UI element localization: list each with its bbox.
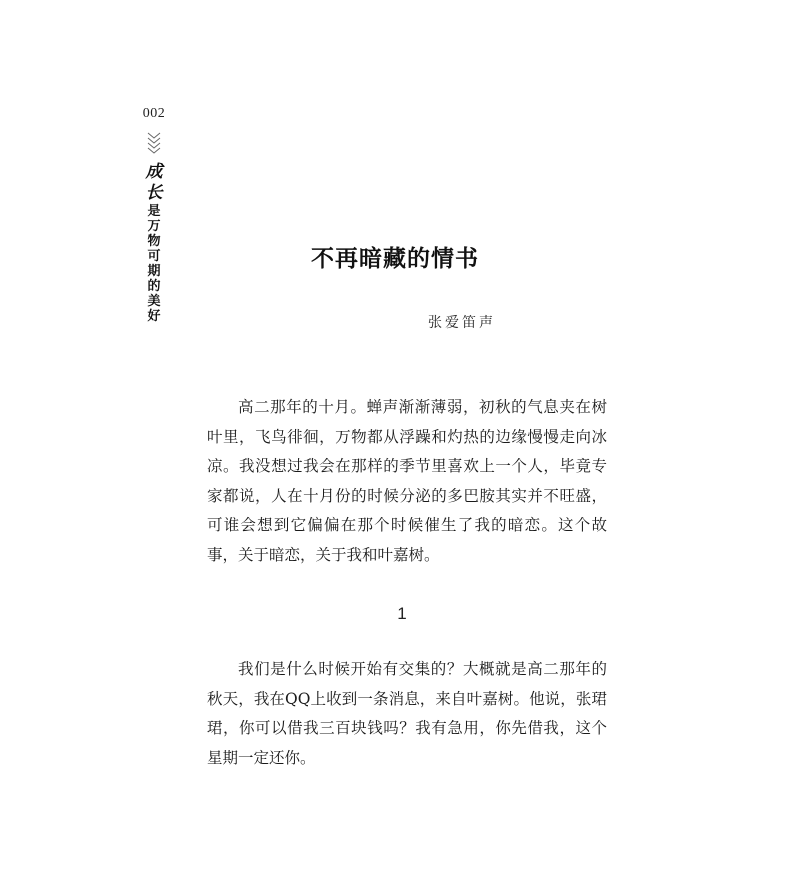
chevron-down-icon	[147, 132, 161, 154]
running-title-char: 物	[147, 234, 161, 249]
running-title-char: 长	[145, 183, 163, 203]
running-title-char: 的	[147, 279, 161, 294]
running-title-char: 期	[147, 264, 161, 279]
running-title-char: 成	[145, 162, 163, 182]
page-margin-header	[141, 106, 167, 324]
running-title-char: 可	[147, 249, 161, 264]
page-number: 002	[142, 106, 166, 121]
running-title-char: 好	[147, 309, 161, 324]
running-title-char: 美	[147, 294, 161, 309]
body-paragraph: 高二那年的十月。蝉声渐渐薄弱，初秋的气息夹在树叶里，飞鸟徘徊，万物都从浮躁和灼热的边缘慢慢走向冰凉。我没想过我会在那样的季节里喜欢上一个人，毕竟专家都说，人在十月份的时候分泌的多巴胺其实并不旺盛，可谁会想到它偏偏在那个时候催生了我的暗恋。这个故事，关于暗恋，关于我和叶嘉树。	[207, 398, 607, 564]
section-number: 1	[397, 604, 407, 623]
author-name: 张爱笛声	[428, 315, 496, 331]
running-title-char: 是	[147, 204, 161, 219]
article-title: 不再暗藏的情书	[311, 245, 479, 272]
body-paragraph: 我们是什么时候开始有交集的？大概就是高二那年的秋天，我在QQ上收到一条消息，来自叶嘉树。他说，张珺珺，你可以借我三百块钱吗？我有急用，你先借我，这个星期一定还你。	[207, 660, 607, 767]
running-title-char: 万	[147, 219, 161, 234]
